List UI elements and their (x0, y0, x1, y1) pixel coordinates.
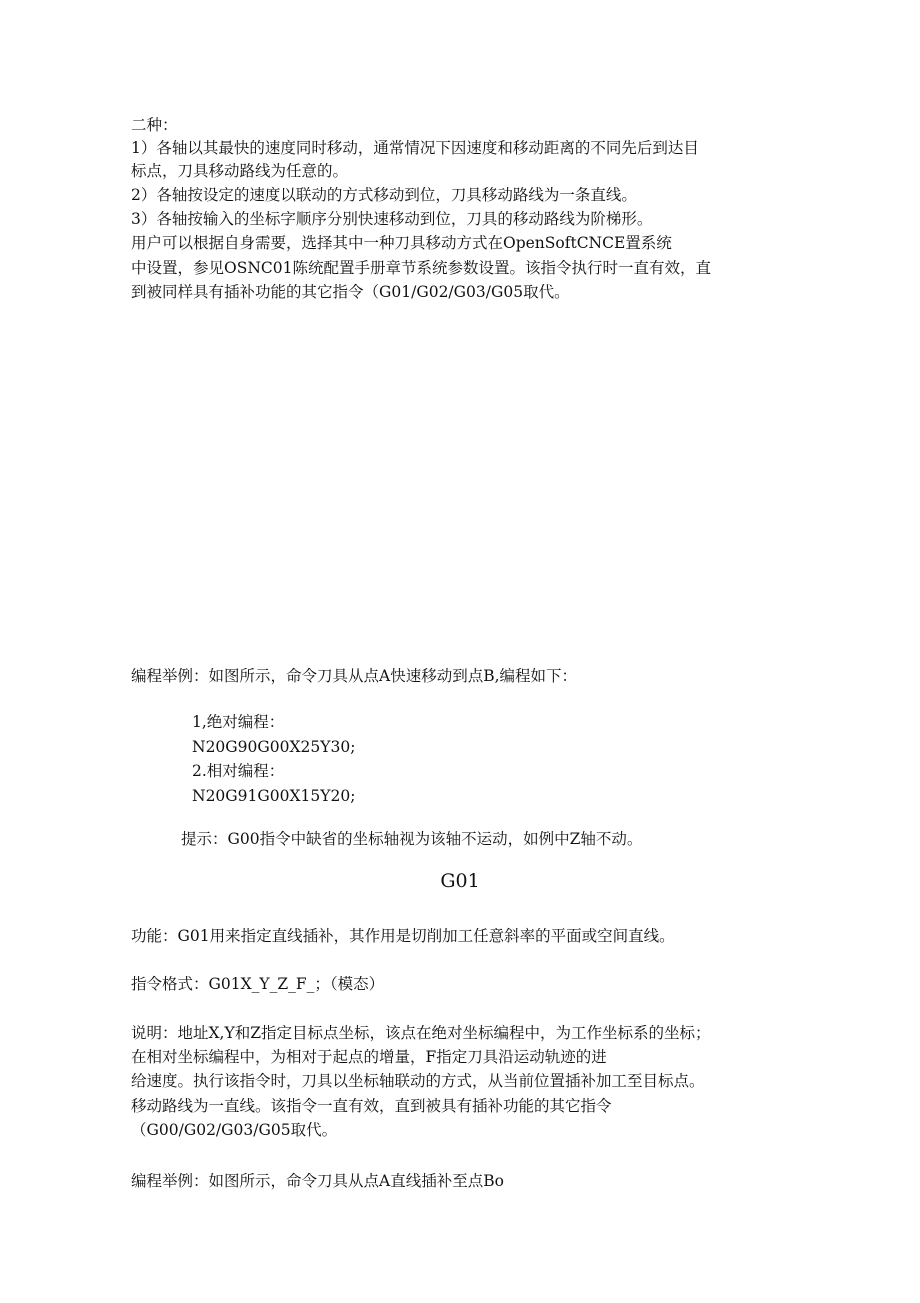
example1-intro: 编程举例：如图所示，命令刀具从点A快速移动到点B,编程如下： (131, 667, 578, 685)
g01-desc-line-3: 给速度。执行该指令时，刀具以坐标轴联动的方式，从当前位置插补加工至目标点。 (131, 1072, 705, 1090)
section1-line-3: 2）各轴按设定的速度以联动的方式移动到位，刀具移动路线为一条直线。 (131, 186, 637, 204)
g01-desc-line-4: 移动路线为一直线。该指令一直有效，直到被具有插补功能的其它指令 (131, 1097, 612, 1115)
section1-line-2: 标点，刀具移动路线为任意的。 (131, 162, 349, 180)
g01-desc-line-2: 在相对坐标编程中，为相对于起点的增量，F指定刀具沿运动轨迹的进 (131, 1048, 607, 1066)
g01-title: G01 (440, 870, 480, 892)
section1-line-1: 1）各轴以其最快的速度同时移动，通常情况下因速度和移动距离的不同先后到达目 (131, 139, 699, 157)
section1-line-5: 用户可以根据自身需要，选择其中一种刀具移动方式在OpenSoftCNCE置系统 (131, 234, 672, 252)
g01-format: 指令格式：G01X_Y_Z_F_；（模态） (131, 975, 385, 993)
section1-line-7: 到被同样具有插补功能的其它指令（G01/G02/G03/G05取代。 (131, 283, 570, 301)
g01-function: 功能：G01用来指定直线插补，其作用是切削加工任意斜率的平面或空间直线。 (131, 927, 675, 945)
example1-abs-label: 1,绝对编程： (192, 713, 285, 731)
section1-line-4: 3）各轴按输入的坐标字顺序分别快速移动到位，刀具的移动路线为阶梯形。 (131, 210, 653, 228)
g01-example: 编程举例：如图所示，命令刀具从点A直线插补至点Bo (131, 1172, 504, 1190)
g01-desc-line-5: （G00/G02/G03/G05取代。 (131, 1121, 338, 1139)
example1-rel-label: 2.相对编程： (192, 762, 285, 780)
example1-hint: 提示：G00指令中缺省的坐标轴视为该轴不运动，如例中Z轴不动。 (181, 830, 643, 848)
example1-abs-code: N20G90G00X25Y30; (192, 738, 356, 756)
g01-desc-line-1: 说明：地址X,Y和Z指定目标点坐标，该点在绝对坐标编程中，为工作坐标系的坐标； (131, 1024, 711, 1042)
example1-rel-code: N20G91G00X15Y20; (192, 787, 356, 805)
section1-line-6: 中设置，参见OSNC01陈统配置手册章节系统参数设置。该指令执行时一直有效，直 (131, 259, 711, 277)
section1-heading: 二种： (131, 116, 178, 134)
